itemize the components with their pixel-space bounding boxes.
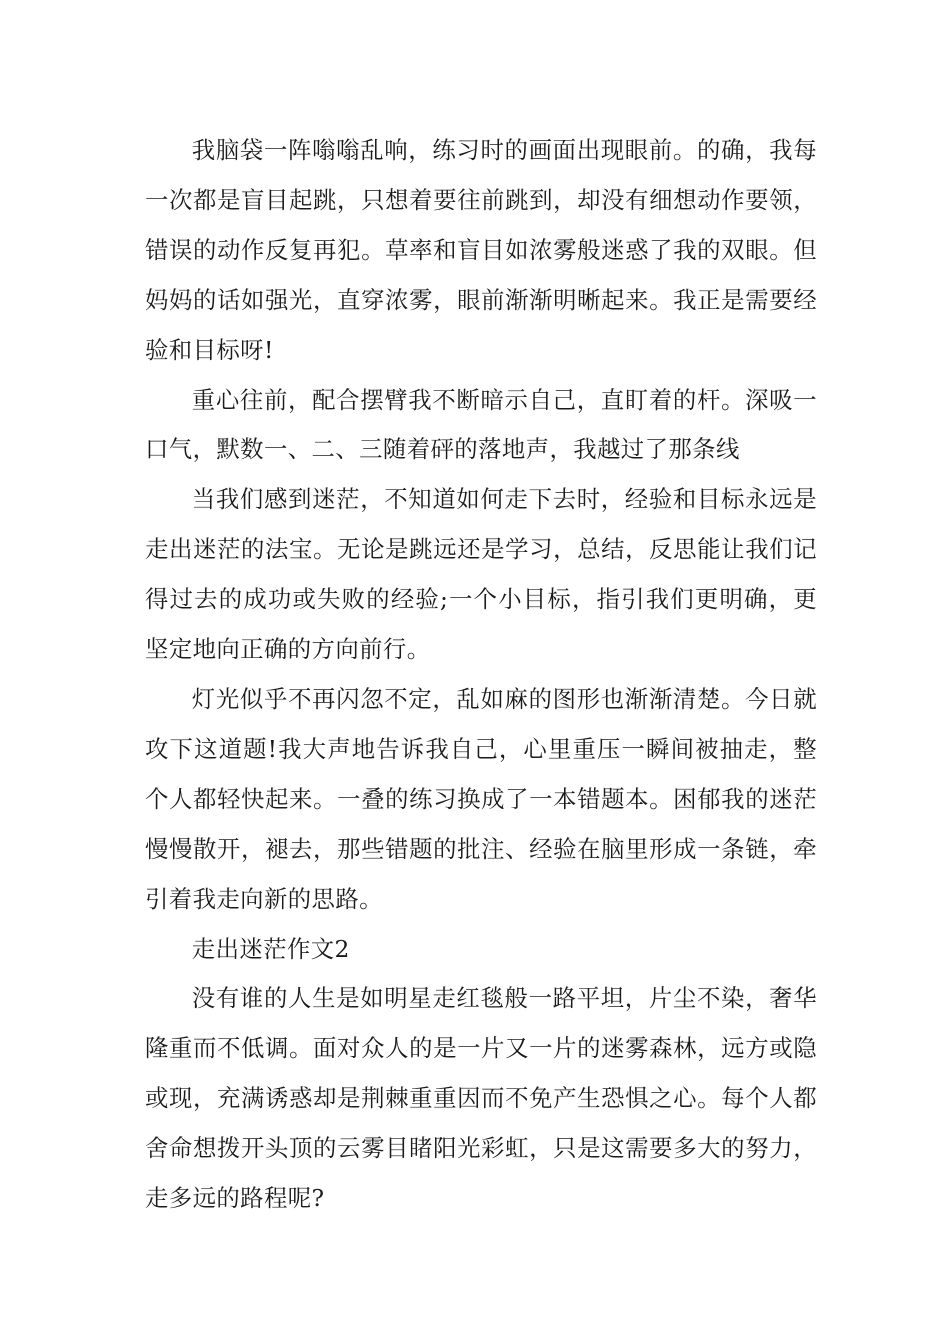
paragraph-2: 重心往前，配合摆臂我不断暗示自己，直盯着的杆。深吸一口气，默数一、二、三随着砰的落地声，我越过了那条线 (145, 385, 817, 464)
paragraph-3: 当我们感到迷茫，不知道如何走下去时，经验和目标永远是走出迷茫的法宝。无论是跳远还是学习，总结，反思能让我们记得过去的成功或失败的经验;一个小目标，指引我们更明确，更坚定地向正确的方向前行。 (145, 485, 817, 664)
paragraph-1: 我脑袋一阵嗡嗡乱响，练习时的画面出现眼前。的确，我每一次都是盲目起跳，只想着要往前跳到，却没有细想动作要领，错误的动作反复再犯。草率和盲目如浓雾般迷惑了我的双眼。但妈妈的话如强光，直穿浓雾，眼前渐渐明晰起来。我正是需要经验和目标呀! (145, 136, 817, 364)
document-page (145, 126, 817, 1224)
paragraph-5: 没有谁的人生是如明星走红毯般一路平坦，片尘不染，奢华隆重而不低调。面对众人的是一片又一片的迷雾森林，远方或隐或现，充满诱惑却是荆棘重重因而不免产生恐惧之心。每个人都舍命想拨开头顶的云雾目睹阳光彩虹，只是这需要多大的努力，走多远的路程呢? (145, 984, 817, 1213)
section-title: 走出迷茫作文2 (191, 934, 350, 963)
paragraph-4: 灯光似乎不再闪忽不定，乱如麻的图形也渐渐清楚。今日就攻下这道题!我大声地告诉我自己，心里重压一瞬间被抽走，整个人都轻快起来。一叠的练习换成了一本错题本。困郁我的迷茫慢慢散开，褪去，那些错题的批注、经验在脑里形成一条链，牵引着我走向新的思路。 (145, 684, 817, 913)
